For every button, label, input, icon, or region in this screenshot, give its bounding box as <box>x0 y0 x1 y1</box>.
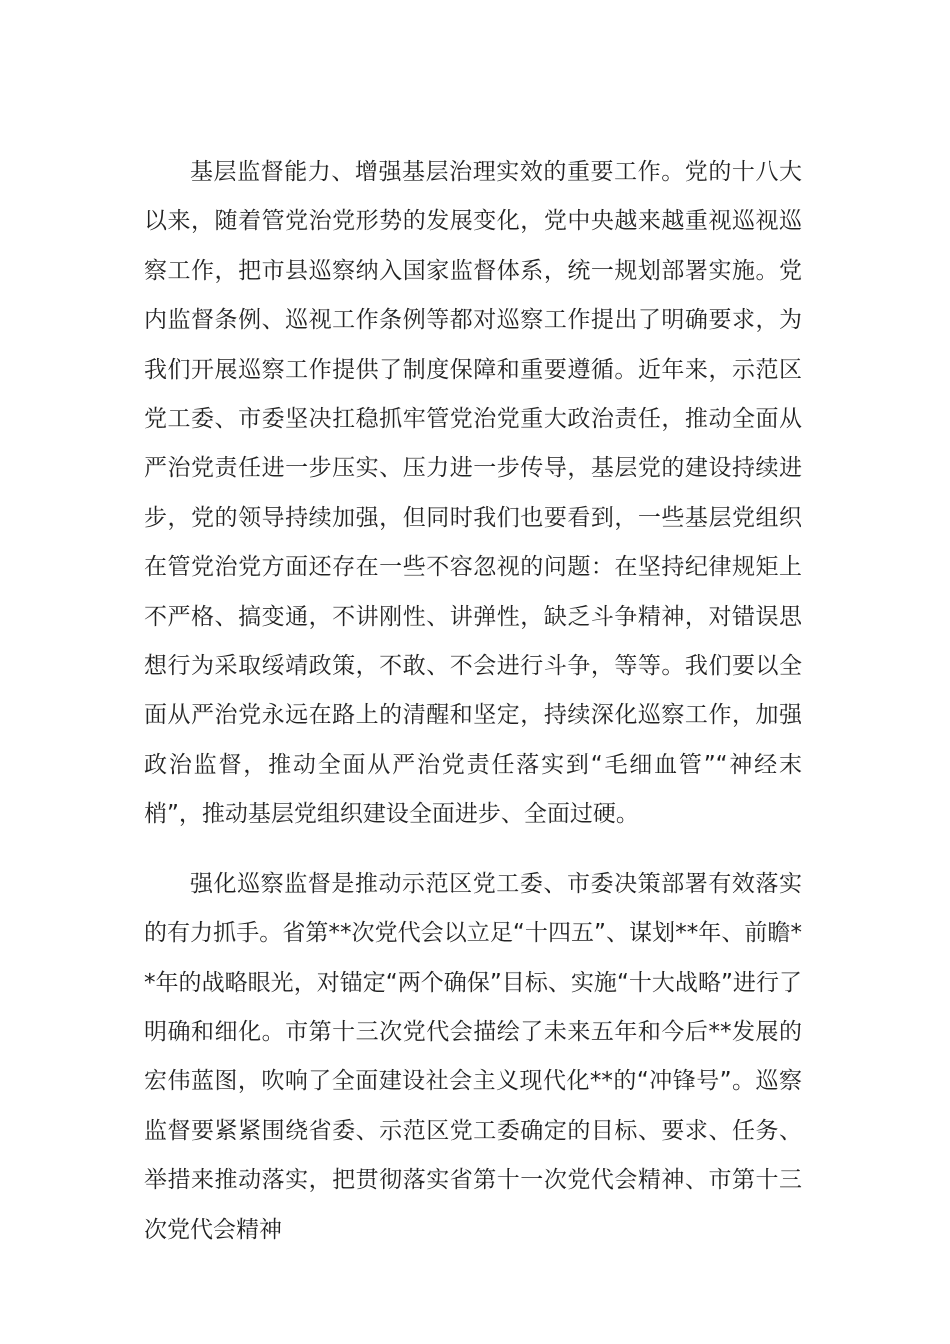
document-body <box>144 148 802 1255</box>
paragraph-1: 基层监督能力、增强基层治理实效的重要工作。党的十八大以来，随着管党治党形势的发展变化，党中央越来越重视巡视巡察工作，把市县巡察纳入国家监督体系，统一规划部署实施。党内监督条例、巡视工作条例等都对巡察工作提出了明确要求，为我们开展巡察工作提供了制度保障和重要遵循。近年来，示范区党工委、市委坚决扛稳抓牢管党治党重大政治责任，推动全面从严治党责任进一步压实、压力进一步传导，基层党的建设持续进步，党的领导持续加强，但同时我们也要看到，一些基层党组织在管党治党方面还存在一些不容忽视的问题：在坚持纪律规矩上不严格、搞变通，不讲刚性、讲弹性，缺乏斗争精神，对错误思想行为采取绥靖政策，不敢、不会进行斗争，等等。我们要以全面从严治党永远在路上的清醒和坚定，持续深化巡察工作，加强政治监督，推动全面从严治党责任落实到“毛细血管”“神经末梢”，推动基层党组织建设全面进步、全面过硬。 <box>144 159 802 828</box>
paragraph-2: 强化巡察监督是推动示范区党工委、市委决策部署有效落实的有力抓手。省第**次党代会以立足“十四五”、谋划**年、前瞻**年的战略眼光，对锚定“两个确保”目标、实施“十大战略”进行了明确和细化。市第十三次党代会描绘了未来五年和今后**发展的宏伟蓝图，吹响了全面建设社会主义现代化**的“冲锋号”。巡察监督要紧紧围绕省委、示范区党工委确定的目标、要求、任务、举措来推动落实，把贯彻落实省第十一次党代会精神、市第十三次党代会精神 <box>144 870 802 1243</box>
